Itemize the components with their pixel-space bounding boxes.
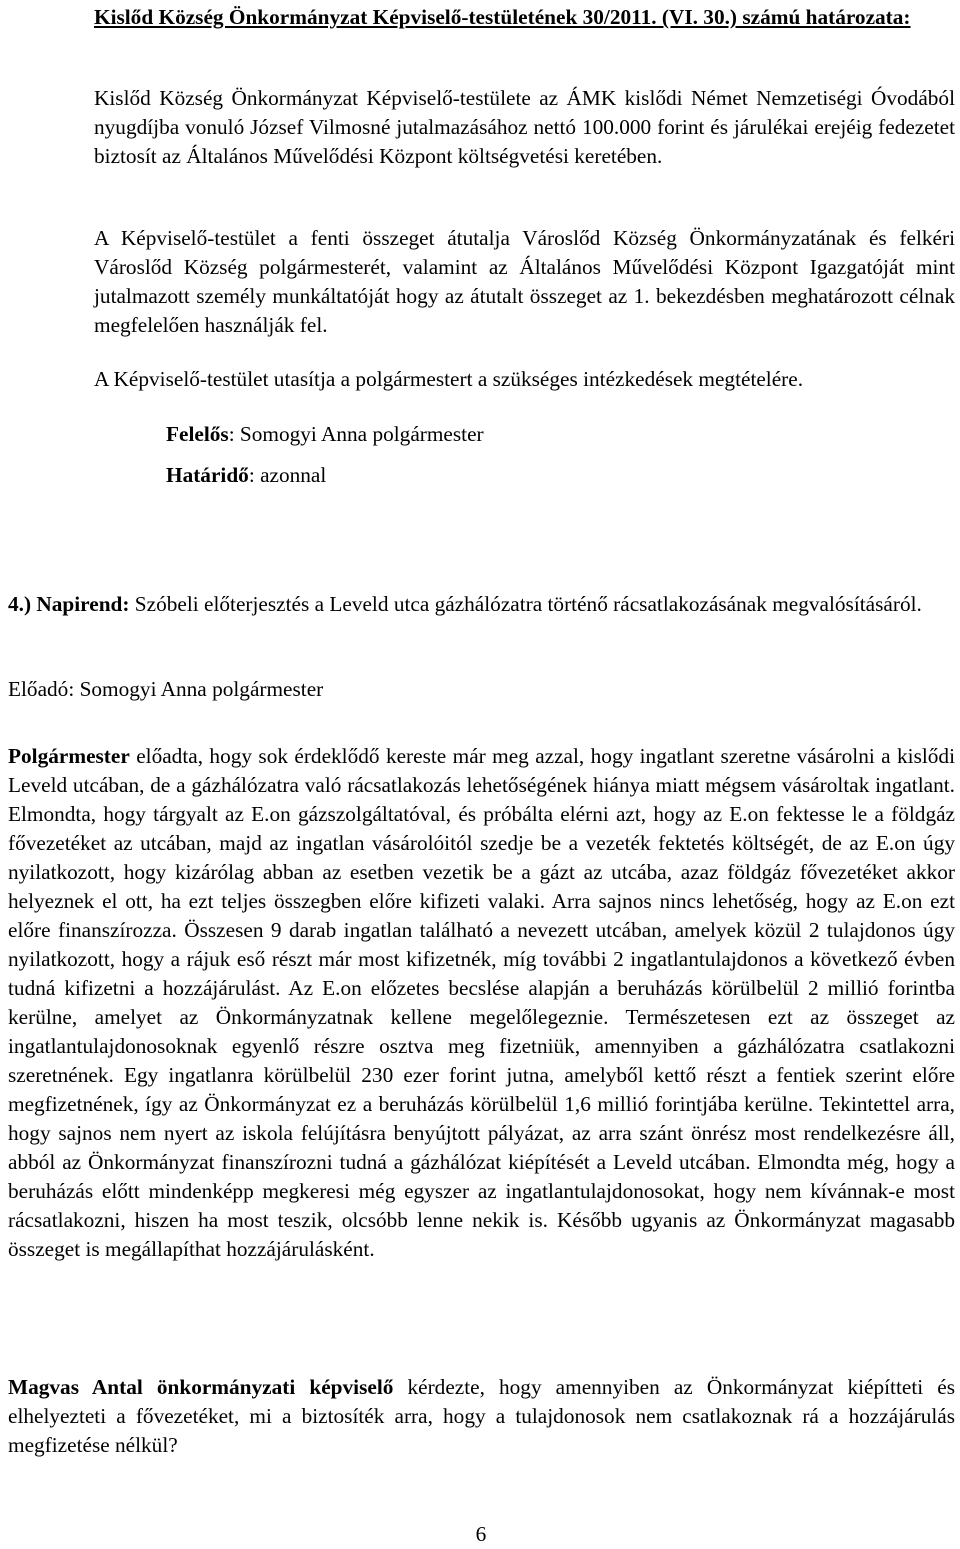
responsible-value: : Somogyi Anna polgármester	[228, 422, 484, 446]
resolution-paragraph-2: A Képviselő-testület a fenti összeget átutalja Városlőd Község Önkormányzatának és felkéri Városlőd Község polgármesterét, valamint az Általános Művelődési Központ Igazgatóját mint jutalmazott személy munkáltatóját hogy az átutalt összeget az 1. bekezdésben meghatározott célnak megfelelően használják fel.	[94, 226, 955, 337]
resolution-heading: Kislőd Község Önkormányzat Képviselő-testületének 30/2011. (VI. 30.) számú határozata:	[94, 5, 911, 29]
speech-text: kérdezte, hogy amennyiben az Önkormányzat kiépítteti és elhelyezteti a fővezetéket, mi a biztosíték arra, hogy a tulajdonosok nem csatlakoznak rá a hozzájárulás megfizetése nélkül?	[8, 1375, 955, 1457]
deadline-label: Határidő	[166, 463, 249, 487]
speech-text: előadta, hogy sok érdeklődő kereste már meg azzal, hogy ingatlant szeretne vásárolni a kislődi Leveld utcában, de a gázhálózatra való rácsatlakozás lehetőségének hiánya miatt mégsem vásároltak ingatlant. Elmondta, hogy tárgyalt az E.on gázszolgáltatóval, és próbálta elérni azt, hogy az E.on fektesse le a földgáz fővezetéket az utcában, majd az ingatlan vásárolóitól szedje be a vezeték fektetés költségét, de az E.on úgy nyilatkozott, hogy kizárólag abban az esetben vezetik be a gázt az utcába, azaz földgáz fővezetéket akkor helyeznek el ott, ha ezt teljes összegben előre kifizeti valaki. Arra sajnos nincs lehetőség, hogy az E.on ezt előre finanszírozza. Összesen 9 darab ingatlan található a nevezett utcában, amelyek közül 2 tulajdonos úgy nyilatkozott, hogy a rájuk eső részt már most kifizetnék, míg további 2 ingatlantulajdonos a következő évben tudná kifizetni a hozzájárulást. Az E.on előzetes becslése alapján a beruházás körülbelül 2 millió forintba kerülne, amelyet az Önkormányzatnak kellene megelőlegeznie. Természetesen ezt az összeget az ingatlantulajdonosoknak egyenlő részre osztva meg fizetniük, amennyiben a gázhálózatra csatlakozni szeretnének. Egy ingatlanra körülbelül 230 ezer forint jutna, amelyből kettő részt a fentiek szerint előre megfizetnének, így az Önkormányzat ez a beruházás körülbelül 1,6 millió forintjába kerülne. Tekintettel arra, hogy sajnos nem nyert az iskola felújításra benyújtott pályázat, az arra szánt önrész most rendelkezésre áll, abból az Önkormányzat finanszírozni tudná a gázhálózat kiépítését a Leveld utcában. Elmondta még, hogy a beruházás előtt mindenképp megkeresi még egyszer az ingatlantulajdonosokat, hogy nem kívánnak-e most rácsatlakozni, hiszen ha most teszik, olcsóbb lenne nekik is. Később ugyanis az Önkormányzat magasabb összeget is megállapíthat hozzájárulásként.	[8, 744, 955, 1261]
agenda-label: 4.) Napirend:	[8, 592, 130, 616]
presenter-line: Előadó: Somogyi Anna polgármester	[8, 677, 324, 701]
minutes-paragraph-representative	[8, 1373, 955, 1460]
agenda-text: Szóbeli előterjesztés a Leveld utca gázhálózatra történő rácsatlakozásának megvalósításáról.	[129, 592, 922, 616]
speaker-name: Polgármester	[8, 744, 130, 768]
responsible-line	[166, 420, 866, 449]
resolution-paragraph-1: Kislőd Község Önkormányzat Képviselő-testülete az ÁMK kislődi Német Nemzetiségi Óvodából nyugdíjba vonuló József Vilmosné jutalmazásához nettó 100.000 forint és járulékai erejéig fedezetet biztosít az Általános Művelődési Központ költségvetési keretében.	[94, 86, 955, 168]
deadline-value: : azonnal	[248, 463, 327, 487]
page-number: 6	[475, 1522, 487, 1546]
agenda-item	[8, 590, 955, 619]
deadline-line	[166, 461, 866, 490]
responsible-label: Felelős	[166, 422, 229, 446]
speaker-name: Magvas Antal önkormányzati képviselő	[8, 1375, 394, 1399]
resolution-paragraph-3: A Képviselő-testület utasítja a polgármestert a szükséges intézkedések megtételére.	[94, 367, 804, 391]
minutes-paragraph-mayor	[8, 742, 955, 1264]
